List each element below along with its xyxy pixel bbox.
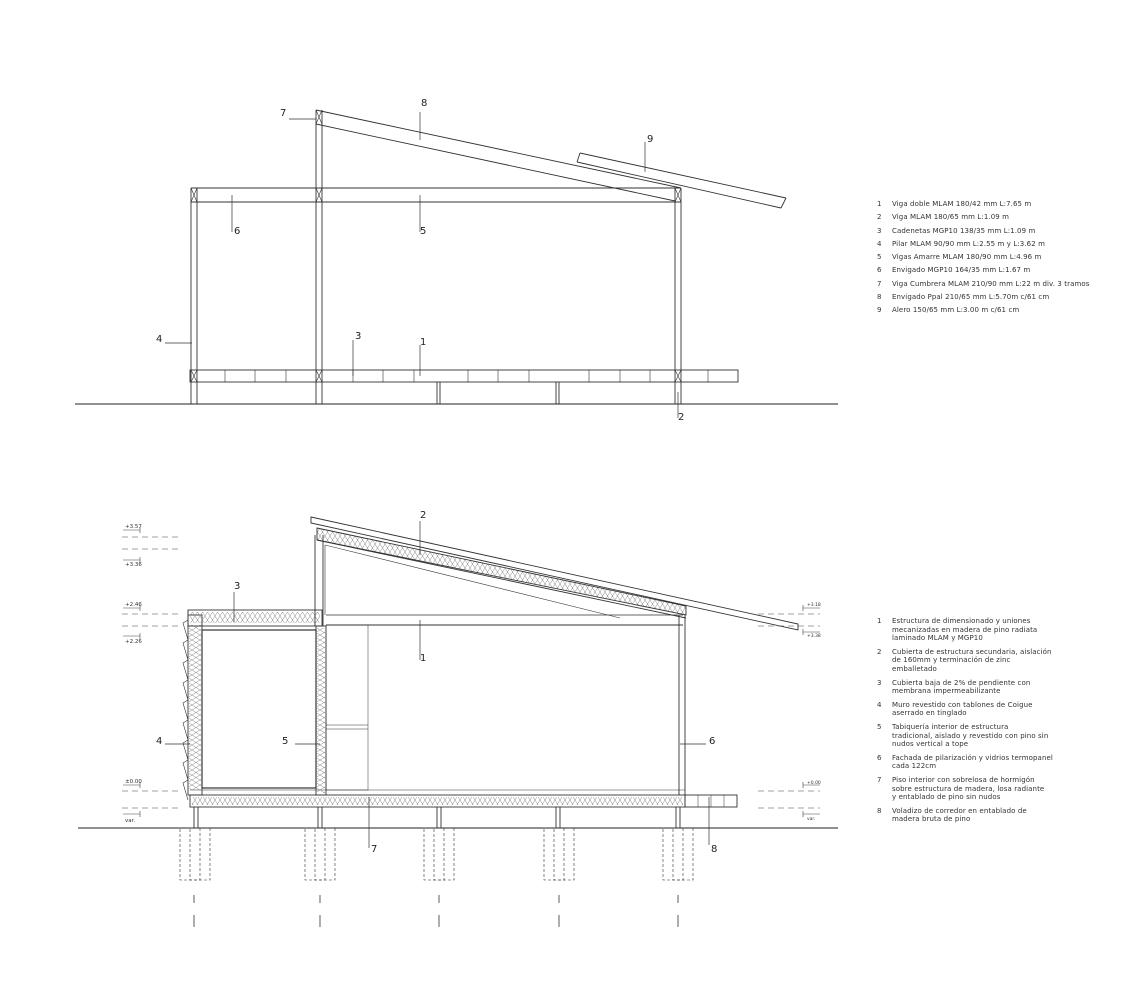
top-callout-7: 7 xyxy=(280,108,287,119)
level-label: var. xyxy=(125,818,136,824)
legend-text: Fachada de pilarización y vidrios termopanel cada 122cm xyxy=(892,753,1053,771)
top-callout-2: 2 xyxy=(678,412,685,423)
legend-text: Alero 150/65 mm L:3.00 m c/61 cm xyxy=(892,306,1020,315)
legend-number: 5 xyxy=(877,722,882,731)
legend-number: 5 xyxy=(877,253,882,262)
legend-item xyxy=(877,306,1117,319)
level-labels-right xyxy=(807,602,821,822)
legend-text: Vigas Amarre MLAM 180/90 mm L:4.96 m xyxy=(892,253,1042,262)
top-callout-3: 3 xyxy=(355,331,362,342)
legend-item xyxy=(877,617,1057,643)
legend-number: 4 xyxy=(877,700,882,709)
bottom-callout-3: 3 xyxy=(234,581,241,592)
legend-text: Tabiquería interior de estructura tradicional, aislado y revestido con pino sin nudos vertical a tope xyxy=(892,722,1049,749)
section-legend xyxy=(877,617,1057,829)
top-callout-8: 8 xyxy=(421,98,428,109)
bottom-callout-7: 7 xyxy=(371,844,378,855)
legend-number: 8 xyxy=(877,293,882,302)
legend-text: Envigado MGP10 164/35 mm L:1.67 m xyxy=(892,266,1031,275)
legend-number: 6 xyxy=(877,753,882,762)
legend-number: 1 xyxy=(877,617,882,625)
legend-text: Viga MLAM 180/65 mm L:1.09 m xyxy=(892,213,1010,222)
level-label: var. xyxy=(807,817,816,822)
bottom-callout-4: 4 xyxy=(156,736,163,747)
legend-item xyxy=(877,213,1117,226)
bottom-callout-5: 5 xyxy=(282,736,289,747)
top-callout-9: 9 xyxy=(647,134,654,145)
level-label: +0.00 xyxy=(807,781,821,786)
legend-text: Voladizo de corredor en entablado de madera bruta de pino xyxy=(892,806,1027,824)
structural-section xyxy=(75,110,838,404)
legend-text: Cubierta de estructura secundaria, aislación de 160mm y terminación de zinc emballetado xyxy=(892,647,1052,673)
legend-item xyxy=(877,648,1057,674)
legend-number: 3 xyxy=(877,678,882,687)
legend-text: Pilar MLAM 90/90 mm L:2.55 m y L:3.62 m xyxy=(892,239,1046,248)
legend-item xyxy=(877,227,1117,240)
bottom-callout-8: 8 xyxy=(711,844,718,855)
legend-number: 8 xyxy=(877,806,882,815)
legend-text: Viga doble MLAM 180/42 mm L:7.65 m xyxy=(892,200,1032,208)
structure-legend xyxy=(877,200,1117,320)
building-section xyxy=(78,517,838,927)
level-label: +3.18 xyxy=(807,603,821,608)
legend-item xyxy=(877,253,1117,266)
legend-item xyxy=(877,280,1117,293)
legend-number: 7 xyxy=(877,775,882,784)
legend-number: 7 xyxy=(877,279,882,288)
legend-text: Piso interior con sobrelosa de hormigón sobre estructura de madera, losa radiante y entablado de pino sin nudos xyxy=(892,775,1045,802)
level-label: +3.36 xyxy=(125,562,142,568)
legend-item xyxy=(877,240,1117,253)
legend-item xyxy=(877,754,1057,771)
legend-item xyxy=(877,776,1057,802)
level-label: +3.57 xyxy=(125,524,142,530)
top-callout-5: 5 xyxy=(420,226,427,237)
legend-number: 9 xyxy=(877,306,882,315)
legend-text: Cubierta baja de 2% de pendiente con membrana impermeabilizante xyxy=(892,678,1031,696)
legend-text: Cadenetas MGP10 138/35 mm L:1.09 m xyxy=(892,226,1036,235)
bottom-callout-2: 2 xyxy=(420,510,427,521)
level-markers-left xyxy=(122,527,178,817)
legend-text: Muro revestido con tablones de Coigue aserrado en tinglado xyxy=(892,700,1033,718)
top-callout-6: 6 xyxy=(234,226,241,237)
legend-item xyxy=(877,723,1057,749)
legend-number: 4 xyxy=(877,239,882,248)
level-label: +2.26 xyxy=(125,639,142,645)
legend-item xyxy=(877,679,1057,696)
top-callout-1: 1 xyxy=(420,337,427,348)
level-label: ±0.00 xyxy=(125,779,142,785)
bottom-callout-6: 6 xyxy=(709,736,716,747)
legend-number: 6 xyxy=(877,266,882,275)
legend-item xyxy=(877,266,1117,279)
legend-item xyxy=(877,200,1117,213)
legend-item xyxy=(877,293,1117,306)
legend-text: Viga Cumbrera MLAM 210/90 mm L:22 m div. 3 tramos xyxy=(892,279,1090,288)
bottom-callout-1: 1 xyxy=(420,653,427,664)
legend-text: Envigado Ppal 210/65 mm L:5.70m c/61 cm xyxy=(892,293,1050,302)
legend-number: 1 xyxy=(877,200,882,208)
legend-number: 3 xyxy=(877,226,882,235)
level-label: +2.46 xyxy=(125,602,142,608)
top-callout-4: 4 xyxy=(156,334,163,345)
legend-item xyxy=(877,807,1057,824)
legend-number: 2 xyxy=(877,213,882,222)
level-label: +3.38 xyxy=(807,634,821,639)
level-labels-left xyxy=(125,524,142,824)
legend-item xyxy=(877,701,1057,718)
legend-text: Estructura de dimensionado y uniones mecanizadas en madera de pino radiata laminado MLAM y MGP10 xyxy=(892,617,1038,643)
legend-number: 2 xyxy=(877,647,882,656)
